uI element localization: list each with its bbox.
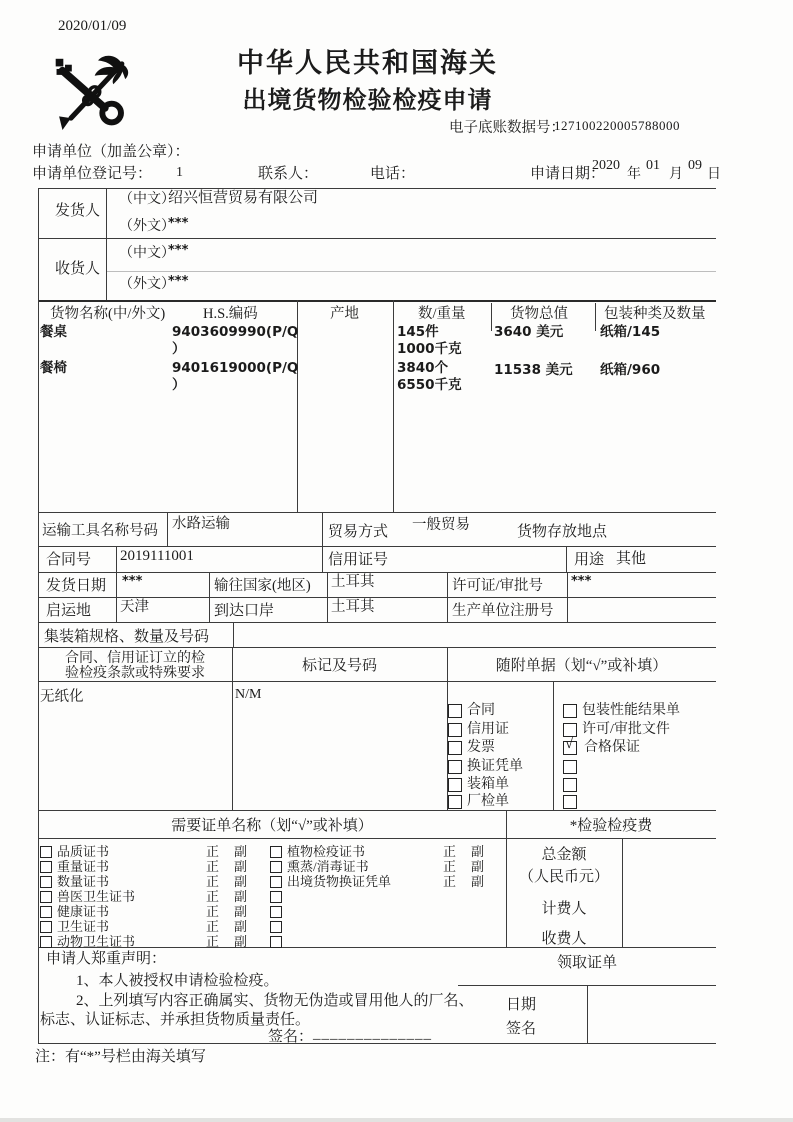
cert-label: 数量证书 [57, 874, 110, 889]
goods-header-hs: H.S.编码 [203, 306, 258, 322]
cert-checkbox [40, 891, 52, 903]
vehicle-label: 运输工具名称号码 [42, 523, 158, 539]
ship-date-label: 发货日期 [46, 578, 107, 594]
applicant-reg-label: 申请单位登记号： [32, 166, 153, 182]
doc-checkbox [448, 704, 462, 718]
consignee-label: 收货人 [55, 261, 101, 277]
clauses-value: 无纸化 [40, 689, 84, 705]
china-customs-emblem-icon [48, 52, 138, 130]
cert-checkbox [40, 876, 52, 888]
cert-checkbox [270, 846, 282, 858]
apply-date-year: 2020 [592, 158, 620, 173]
cert-checkbox [40, 846, 52, 858]
contract-label: 合同号 [46, 552, 92, 568]
grid-line [38, 188, 39, 1043]
cert-label: 重量证书 [57, 859, 110, 874]
cert-label: 卫生证书 [57, 919, 110, 934]
grid-line [38, 512, 716, 513]
cert-checkbox [40, 936, 52, 948]
doc-checkbox [448, 760, 462, 774]
trade-mode-value: 一般贸易 [412, 517, 470, 533]
consignee-fn-label: （外文） [119, 277, 175, 292]
cert-copy: 副 [234, 844, 248, 859]
grid-line [106, 188, 107, 300]
producer-reg-label: 生产单位注册号 [452, 603, 554, 619]
consignor-fn-value: *** [168, 216, 189, 231]
goods-row-packing: 纸箱/960 [600, 362, 661, 378]
marks-header: 标记及号码 [301, 658, 377, 674]
grid-line [491, 303, 492, 331]
grid-line [587, 985, 588, 1043]
receipt-header: 领取证单 [556, 955, 617, 971]
container-label: 集装箱规格、数量及号码 [44, 629, 210, 645]
cert-checkbox [40, 921, 52, 933]
cert-checkbox [270, 876, 282, 888]
cert-checkbox [40, 906, 52, 918]
arrival-port-value: 土耳其 [331, 599, 375, 615]
grid-line [38, 838, 716, 839]
apply-date-month-suffix: 月 [669, 167, 683, 182]
storage-label: 货物存放地点 [517, 524, 608, 540]
cert-copy: 副 [234, 859, 248, 874]
goods-row-name: 餐桌 [40, 324, 67, 340]
ledger-number-label: 电子底账数据号： [449, 120, 565, 136]
grid-line [209, 572, 210, 622]
apply-date-day: 09 [688, 158, 702, 173]
applicant-reg-value: 1 [176, 165, 183, 180]
phone-label: 电话： [370, 166, 416, 182]
grid-line [38, 188, 716, 189]
cert-orig: 正 [443, 844, 457, 859]
fees-collector-label: 收费人 [541, 931, 587, 947]
cert-orig: 正 [206, 934, 220, 949]
certificates-header: 需要证单名称（划“√”或补填） [171, 818, 373, 834]
doc-label: 厂检单 [467, 794, 509, 809]
declaration-title: 申请人郑重声明： [46, 951, 167, 967]
checkmark: √ [565, 736, 574, 752]
grid-line [327, 572, 328, 622]
ship-date-value: *** [122, 574, 143, 589]
departure-label: 启运地 [46, 603, 92, 619]
grid-line [38, 300, 716, 302]
contact-label: 联系人： [258, 166, 319, 182]
attached-docs-header: 随附单据（划“√”或补填） [495, 658, 668, 674]
grid-line [38, 546, 716, 547]
goods-header-qty: 数/重量 [418, 306, 466, 322]
doc-checkbox [563, 778, 577, 792]
apply-date-month: 01 [646, 158, 660, 173]
consignee-cn-value: *** [168, 243, 189, 258]
cert-label: 植物检疫证书 [287, 844, 366, 859]
cert-label: 出境货物换证凭单 [287, 874, 392, 889]
apply-date-year-suffix: 年 [627, 167, 641, 182]
grid-line [38, 238, 716, 239]
declaration-item2: 2、上列填写内容正确属实、货物无伪造或冒用他人的厂名、 [76, 993, 474, 1009]
dest-country-value: 土耳其 [331, 574, 375, 590]
cert-copy: 副 [234, 874, 248, 889]
consignor-cn-value: 绍兴恒营贸易有限公司 [168, 190, 319, 206]
cert-copy: 副 [234, 904, 248, 919]
doc-label: 装箱单 [467, 777, 509, 792]
cert-label: 动物卫生证书 [57, 934, 136, 949]
consignor-fn-label: （外文） [119, 219, 175, 234]
declaration-sign-label: 签名： [268, 1029, 314, 1045]
grid-line [553, 681, 554, 810]
doc-label: 发票 [467, 740, 495, 755]
vehicle-value: 水路运输 [172, 516, 230, 532]
cert-copy: 副 [471, 844, 485, 859]
lc-label: 信用证号 [328, 552, 389, 568]
clauses-header-line1: 合同、信用证订立的检 [65, 651, 205, 666]
doc-label: 换证凭单 [467, 759, 523, 774]
fees-header: *检验检疫费 [569, 818, 653, 834]
consignee-cn-label: （中文） [119, 246, 175, 261]
grid-line [447, 572, 448, 622]
goods-header-name: 货物名称(中/外文) [50, 306, 166, 322]
apply-date-label: 申请日期： [530, 166, 606, 182]
cert-checkbox [270, 861, 282, 873]
clauses-header-line2: 验检疫条款或特殊要求 [65, 666, 205, 681]
apply-date-day-suffix: 日 [707, 167, 721, 182]
goods-row-value: 11538 美元 [494, 362, 573, 378]
cert-orig: 正 [206, 889, 220, 904]
doc-checkbox [563, 704, 577, 718]
cert-checkbox [40, 861, 52, 873]
receipt-sign-label: 签名 [506, 1021, 537, 1037]
doc-checkbox [563, 723, 577, 737]
grid-line [38, 572, 716, 573]
trade-mode-label: 贸易方式 [328, 524, 389, 540]
doc-label: 合格保证 [584, 740, 640, 755]
fees-total-label-line2: （人民币元） [518, 869, 609, 885]
receipt-date-label: 日期 [506, 997, 537, 1013]
cert-orig: 正 [206, 919, 220, 934]
contract-value: 2019111001 [120, 548, 194, 564]
cert-checkbox [270, 891, 282, 903]
doc-label: 合同 [467, 703, 495, 718]
print-date: 2020/01/09 [58, 18, 127, 34]
grid-line [567, 572, 568, 622]
grid-line [566, 546, 567, 572]
cert-orig: 正 [206, 844, 220, 859]
cert-checkbox [270, 936, 282, 948]
goods-row-packing: 纸箱/145 [600, 324, 661, 340]
form-title-line2: 出境货物检验检疫申请 [242, 86, 493, 114]
doc-checkbox [448, 741, 462, 755]
doc-checkbox [563, 760, 577, 774]
dest-country-label: 输往国家(地区) [214, 578, 311, 594]
cert-orig: 正 [443, 874, 457, 889]
goods-header-origin: 产地 [330, 306, 359, 322]
applicant-seal-label: 申请单位（加盖公章）： [32, 144, 190, 160]
cert-label: 熏蒸/消毒证书 [287, 859, 369, 874]
cert-label: 兽医卫生证书 [57, 889, 136, 904]
grid-line [393, 300, 394, 512]
doc-label: 信用证 [467, 722, 509, 737]
grid-line [622, 838, 623, 947]
grid-line [38, 597, 716, 598]
cert-checkbox [270, 906, 282, 918]
doc-checkbox-checked [563, 736, 577, 755]
cert-orig: 正 [206, 859, 220, 874]
grid-line [233, 622, 234, 647]
usage-value: 其他 [616, 551, 647, 567]
goods-row-hs-wrap: ） [172, 341, 186, 357]
fees-biller-label: 计费人 [541, 901, 587, 917]
cert-copy: 副 [471, 859, 485, 874]
goods-row-hs: 9403609990(P/Q [172, 324, 299, 340]
grid-line [167, 512, 168, 546]
footnote: 注：有“*”号栏由海关填写 [35, 1049, 206, 1065]
cert-label: 健康证书 [57, 904, 110, 919]
goods-row-weight: 6550千克 [397, 377, 462, 393]
grid-line [322, 512, 323, 572]
departure-value: 天津 [120, 599, 149, 615]
marks-value: N/M [235, 687, 262, 702]
doc-checkbox [448, 723, 462, 737]
goods-header-value: 货物总值 [510, 306, 568, 322]
cert-orig: 正 [206, 874, 220, 889]
doc-checkbox [448, 795, 462, 809]
ledger-number-value: 127100220005788000 [554, 118, 680, 133]
grid-line [38, 647, 716, 648]
cert-copy: 副 [234, 889, 248, 904]
declaration-item1: 1、本人被授权申请检验检疫。 [76, 973, 279, 989]
grid-line [38, 810, 716, 811]
grid-line [595, 303, 596, 331]
goods-row-name: 餐椅 [40, 360, 67, 376]
cert-copy: 副 [471, 874, 485, 889]
declaration-item3: 标志、认证标志、并承担货物质量责任。 [40, 1012, 311, 1028]
goods-row-weight: 1000千克 [397, 341, 462, 357]
doc-label: 包装性能结果单 [582, 703, 680, 718]
usage-label: 用途 [574, 552, 605, 568]
permit-value: *** [571, 574, 592, 589]
permit-label: 许可证/审批号 [452, 578, 544, 594]
grid-line-faint [106, 271, 716, 272]
form-title-line1: 中华人民共和国海关 [237, 48, 498, 79]
fees-total-label-line1: 总金额 [541, 847, 587, 863]
cert-label: 品质证书 [57, 844, 110, 859]
goods-header-packing: 包装种类及数量 [604, 306, 706, 322]
goods-row-qty: 3840个 [397, 360, 449, 376]
cert-orig: 正 [206, 904, 220, 919]
goods-row-hs: 9401619000(P/Q [172, 360, 299, 376]
cert-copy: 副 [234, 919, 248, 934]
scan-edge [0, 1118, 793, 1122]
cert-checkbox [270, 921, 282, 933]
cert-orig: 正 [443, 859, 457, 874]
arrival-port-label: 到达口岸 [214, 603, 275, 619]
grid-line [38, 622, 716, 623]
goods-row-qty: 145件 [397, 324, 439, 340]
cert-copy: 副 [234, 934, 248, 949]
goods-row-hs-wrap: ） [172, 377, 186, 393]
grid-line [116, 546, 117, 622]
doc-label: 许可/审批文件 [582, 722, 670, 737]
consignor-cn-label: （中文） [119, 192, 175, 207]
consignor-label: 发货人 [55, 203, 101, 219]
declaration-sign-line: ______________ [313, 1026, 432, 1042]
consignee-fn-value: *** [168, 274, 189, 289]
doc-checkbox [448, 778, 462, 792]
goods-row-value: 3640 美元 [494, 324, 564, 340]
doc-checkbox [563, 795, 577, 809]
